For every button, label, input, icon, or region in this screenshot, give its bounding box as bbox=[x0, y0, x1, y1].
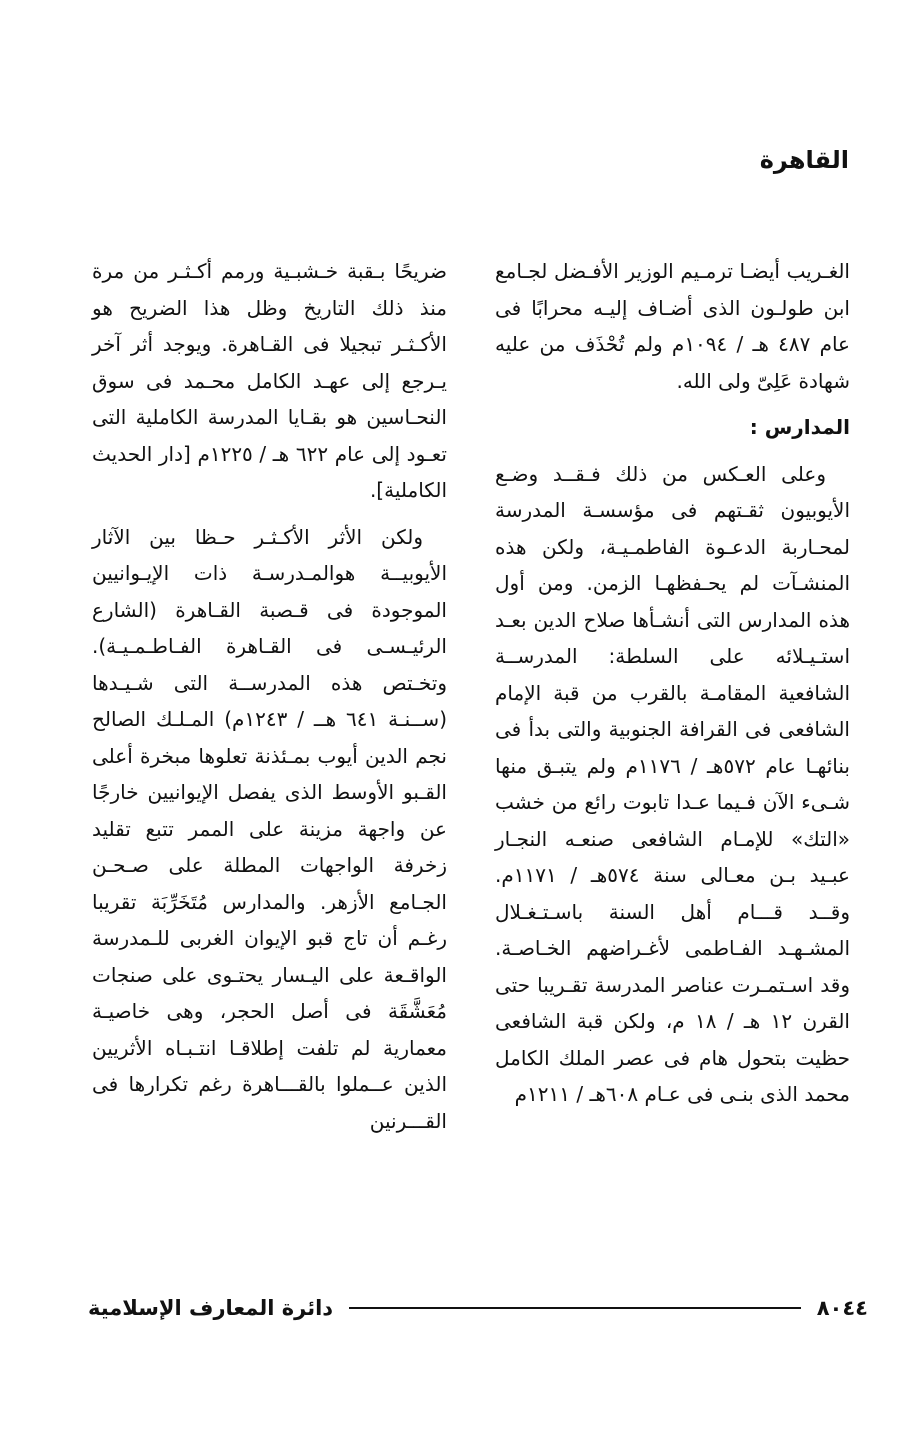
page-number: ٨٠٤٤ bbox=[816, 1296, 868, 1320]
footer-rule bbox=[349, 1307, 801, 1309]
left-column bbox=[92, 253, 447, 1149]
page-footer bbox=[88, 1290, 868, 1326]
paragraph-ibn-tulun: الغـريب أيضـا ترمـيم الوزير الأفـضل لجـامع ابن طولـون الذى أضـاف إليـه محرابًا فى عام ٤٨٧ هـ / ١٠٩٤م ولم تُحْذَف من عليه شهادة عَلِىّ ولى الله. bbox=[495, 259, 850, 393]
paragraph-salihiya: ولكن الأثر الأكـثـر حـظا بين الآثار الأيوبيــة هوالمـدرسـة ذات الإيـوانيين الموجودة فى قـصبة القـاهرة (الشارع الرئيـسـى فى القـاهرة الفـاطـمـيـة). وتخـتص هذه المدرســة التى شـيـدها (ســنـة ٦٤١ هــ / ١٢٤٣م) المـلـك الصالح نجم الدين أيوب بمـئذنة تعلوها مبخرة أعلى القـبو الأوسط الذى يفصل الإيوانيين خارجًا عن واجهة مزينة على الممر تتبع تقليد زخرفة الواجهات المطلة على صـحـن الجـامع الأزهر. والمدارس مُتَخَرِّبَة تقريبا رغـم أن تاج قبو الإيوان الغربى للـمدرسة الواقـعة على اليـسار يحتـوى على صنجات مُعَشَّقَة فى أصل الحجر، وهى خاصيـة معمارية لم تلفت إطلاقـا انتـبـاه الأثريين الذين عــملوا بالقـــاهرة رغم تكرارها فى القـــرنين bbox=[92, 524, 447, 1133]
running-title: القاهرة bbox=[759, 146, 849, 174]
paragraph-ayyubid-madrasas: وعلى العـكس من ذلك فـقــد وضـع الأيوبيون ثقـتهم فى مؤسسـة المدرسة لمحـاربة الدعـوة الفاطمـيـة، ولكن هذه المنشـآت لم يحـفظهـا الزمن. ومن أول هذه المدارس التى أنشـأها صلاح الدين بعـد استـيـلائه على السلطة: المدرســة الشافعية المقامـة بالقرب من قبة الإمام الشافعى فى القرافة الجنوبية والتى بدأ فى بنائهـا عام ٥٧٢هـ / ١١٧٦م ولم يتبـق منها شـىء الآن فـيما عـدا تابوت رائع من خشب «التك» للإمـام الشافعى صنعـه النجـار عبـيد بـن معـالى سنة ٥٧٤هـ / ١١٧١م. وقــد قـــام أهل السنة باسـتـغـلال المشـهـد الفـاطمى لأغـراضهم الخـاصـة. وقد اسـتمـرت عناصر المدرسة تقـريبا حتى القرن ١٢ هـ / ١٨ م، ولكن قبة الشافعى حظيت بتحول هام فى عصر الملك الكامل محمد الذى بنـى فى عـام ٦٠٨هـ / ١٢١١م bbox=[495, 461, 850, 1106]
publication-title: دائرة المعارف الإسلامية bbox=[88, 1296, 334, 1320]
paragraph-kamiliya: ضريحًا بـقبة خـشبـية ورمم أكـثـر من مرة منذ ذلك التاريخ وظل هذا الضريح هو الأكـثـر تبجيلا فى القـاهرة. ويوجد أثر آخر يـرجع إلى عهـد الكامل محـمد فى سوق النحـاسين هو بقـايا المدرسة الكاملية التى تعـود إلى عام ٦٢٢ هـ / ١٢٢٥م [دار الحديث الكاملية]. bbox=[92, 259, 447, 502]
right-column bbox=[495, 253, 850, 1123]
section-heading-madrasas: المدارس : bbox=[749, 415, 850, 439]
